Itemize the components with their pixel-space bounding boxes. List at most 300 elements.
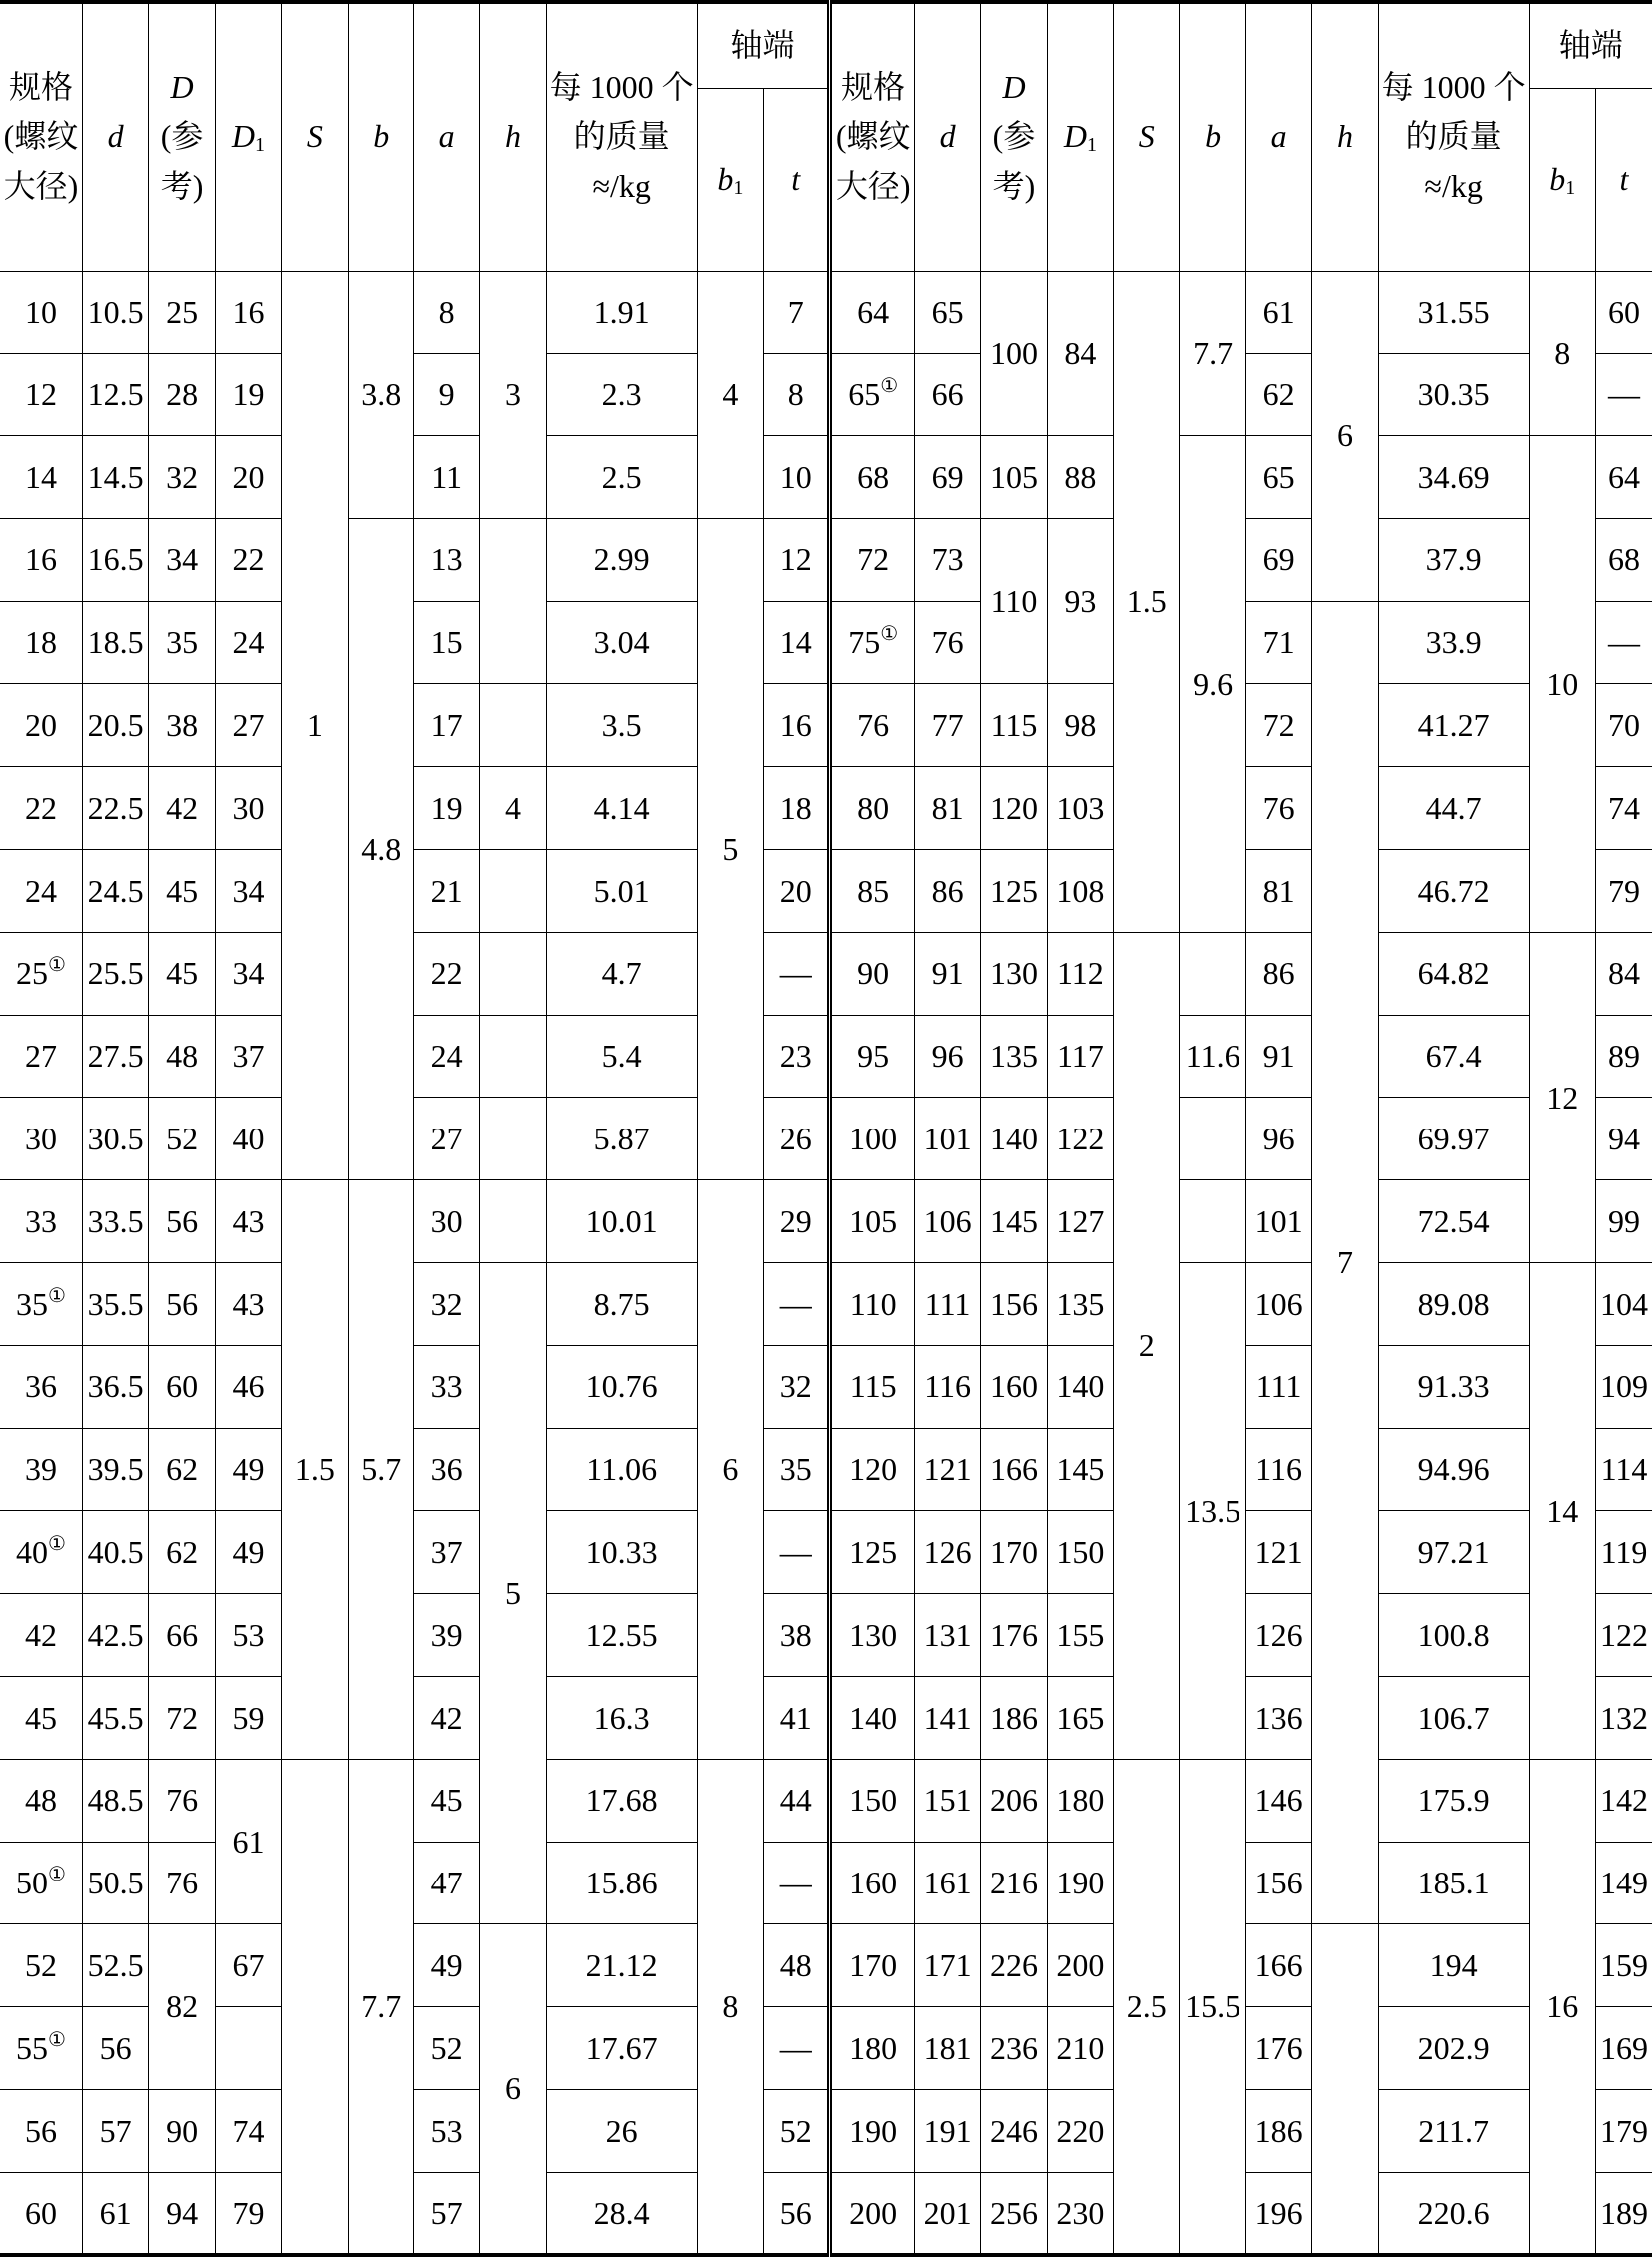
cell-D1: 59 (215, 1677, 281, 1760)
cell-t: — (764, 932, 830, 1015)
table-row (0, 850, 1652, 933)
table-row (0, 354, 1652, 436)
cell-d2: 101 (914, 1098, 980, 1180)
cell-mass: 11.06 (546, 1428, 697, 1511)
cell-a: 52 (413, 2007, 479, 2090)
cell-t2: 74 (1595, 767, 1652, 850)
cell-a2: 126 (1245, 1594, 1311, 1677)
cell-t2: 104 (1595, 1263, 1652, 1346)
table-row (0, 1180, 1652, 1263)
cell-b: 7.7 (348, 1759, 413, 2255)
cell-D1: 43 (215, 1180, 281, 1263)
cell-spec2: 125 (830, 1511, 915, 1594)
cell-t: 48 (764, 1924, 830, 2007)
cell-a: 37 (413, 1511, 479, 1594)
cell-a2: 196 (1245, 2172, 1311, 2255)
cell-D2: 176 (981, 1594, 1047, 1677)
cell-mass: 2.5 (546, 436, 697, 519)
cell-d: 48.5 (82, 1759, 148, 1842)
cell-mass2: 44.7 (1378, 767, 1529, 850)
cell-d2: 131 (914, 1594, 980, 1677)
table-row (0, 1759, 1652, 1842)
cell-mass2: 194 (1378, 1924, 1529, 2007)
cell-D12: 145 (1047, 1428, 1113, 1511)
cell-D12: 200 (1047, 1924, 1113, 2007)
cell-spec: 33 (0, 1180, 82, 1263)
cell-b12: 16 (1529, 1759, 1595, 2255)
cell-spec: 35① (0, 1263, 82, 1346)
cell-D2: 186 (981, 1677, 1047, 1760)
cell-spec2: 95 (830, 1015, 915, 1098)
cell-h (480, 1098, 546, 1180)
spec-header-2: 规格 (螺纹 大径) (830, 2, 915, 271)
cell-h: 5 (480, 1263, 546, 1924)
cell-a: 49 (413, 1924, 479, 2007)
cell-t: 7 (764, 271, 830, 354)
table-row (0, 1263, 1652, 1346)
cell-mass: 3.04 (546, 601, 697, 684)
cell-b2 (1180, 1098, 1245, 1180)
cell-mass: 3.5 (546, 684, 697, 767)
cell-D2: 100 (981, 271, 1047, 436)
cell-t2: 68 (1595, 518, 1652, 601)
cell-mass: 2.99 (546, 518, 697, 601)
cell-a2: 91 (1245, 1015, 1311, 1098)
cell-d: 39.5 (82, 1428, 148, 1511)
cell-b1: 8 (697, 1759, 763, 2255)
cell-a2: 166 (1245, 1924, 1311, 2007)
cell-spec2: 100 (830, 1098, 915, 1180)
cell-t2: 119 (1595, 1511, 1652, 1594)
cell-d: 40.5 (82, 1511, 148, 1594)
cell-D1: 16 (215, 271, 281, 354)
table-row (0, 1677, 1652, 1760)
cell-h2: 6 (1312, 271, 1378, 601)
cell-a2: 156 (1245, 1842, 1311, 1924)
cell-spec: 24 (0, 850, 82, 933)
cell-S2: 1.5 (1114, 271, 1180, 932)
cell-mass: 26 (546, 2090, 697, 2173)
cell-t2: 122 (1595, 1594, 1652, 1677)
footnote-marker: ① (48, 954, 66, 977)
table-row (0, 767, 1652, 850)
cell-D: 66 (149, 1594, 215, 1677)
cell-mass: 8.75 (546, 1263, 697, 1346)
cell-D1: 20 (215, 436, 281, 519)
cell-b2: 15.5 (1180, 1759, 1245, 2255)
cell-spec2: 140 (830, 1677, 915, 1760)
cell-D1: 46 (215, 1345, 281, 1428)
cell-spec: 50① (0, 1842, 82, 1924)
cell-a: 24 (413, 1015, 479, 1098)
cell-D1: 43 (215, 1263, 281, 1346)
cell-b12: 8 (1529, 271, 1595, 436)
cell-spec2: 120 (830, 1428, 915, 1511)
cell-mass: 12.55 (546, 1594, 697, 1677)
cell-spec2: 72 (830, 518, 915, 601)
cell-a: 19 (413, 767, 479, 850)
h-header: h (480, 2, 546, 271)
cell-spec2: 90 (830, 932, 915, 1015)
d-header: d (82, 2, 148, 271)
cell-spec2: 105 (830, 1180, 915, 1263)
cell-h: 4 (480, 767, 546, 850)
cell-D: 82 (149, 1924, 215, 2090)
cell-D: 45 (149, 850, 215, 933)
table-body (0, 271, 1652, 2255)
table-row (0, 436, 1652, 519)
cell-S: 1 (282, 271, 348, 1180)
cell-t: 10 (764, 436, 830, 519)
cell-D: 52 (149, 1098, 215, 1180)
table-row (0, 932, 1652, 1015)
cell-d2: 181 (914, 2007, 980, 2090)
table-row (0, 518, 1652, 601)
cell-d2: 86 (914, 850, 980, 933)
cell-D: 32 (149, 436, 215, 519)
cell-mass2: 69.97 (1378, 1098, 1529, 1180)
cell-mass: 28.4 (546, 2172, 697, 2255)
cell-spec2: 130 (830, 1594, 915, 1677)
cell-a: 30 (413, 1180, 479, 1263)
cell-d: 42.5 (82, 1594, 148, 1677)
h-header-2: h (1312, 2, 1378, 271)
cell-t2: 169 (1595, 2007, 1652, 2090)
cell-D2: 135 (981, 1015, 1047, 1098)
cell-d: 30.5 (82, 1098, 148, 1180)
cell-d2: 73 (914, 518, 980, 601)
footnote-marker: ① (880, 375, 899, 397)
cell-b2 (1180, 1180, 1245, 1263)
cell-spec: 56 (0, 2090, 82, 2173)
cell-a: 39 (413, 1594, 479, 1677)
cell-D: 38 (149, 684, 215, 767)
cell-spec: 20 (0, 684, 82, 767)
cell-mass2: 175.9 (1378, 1759, 1529, 1842)
cell-spec: 22 (0, 767, 82, 850)
cell-D1: 30 (215, 767, 281, 850)
cell-h (480, 1015, 546, 1098)
cell-mass2: 30.35 (1378, 354, 1529, 436)
D-ref-header: D (参 考) (149, 2, 215, 271)
cell-mass: 21.12 (546, 1924, 697, 2007)
cell-D2: 216 (981, 1842, 1047, 1924)
cell-D1: 49 (215, 1511, 281, 1594)
mass-header: 每 1000 个 的质量 ≈/kg (546, 2, 697, 271)
cell-spec: 18 (0, 601, 82, 684)
spec-header: 规格 (螺纹 大径) (0, 2, 82, 271)
cell-spec: 14 (0, 436, 82, 519)
cell-spec2: 150 (830, 1759, 915, 1842)
cell-a2: 61 (1245, 271, 1311, 354)
table-row (0, 684, 1652, 767)
cell-d2: 126 (914, 1511, 980, 1594)
cell-a: 47 (413, 1842, 479, 1924)
cell-D: 34 (149, 518, 215, 601)
cell-mass2: 106.7 (1378, 1677, 1529, 1760)
cell-spec2: 75① (830, 601, 915, 684)
cell-mass: 4.14 (546, 767, 697, 850)
cell-t: 12 (764, 518, 830, 601)
cell-d2: 81 (914, 767, 980, 850)
cell-d: 24.5 (82, 850, 148, 933)
cell-t2: 142 (1595, 1759, 1652, 1842)
cell-a2: 71 (1245, 601, 1311, 684)
b-header: b (348, 2, 413, 271)
cell-a2: 186 (1245, 2090, 1311, 2173)
cell-d2: 77 (914, 684, 980, 767)
cell-d2: 96 (914, 1015, 980, 1098)
cell-D2: 160 (981, 1345, 1047, 1428)
cell-D2: 166 (981, 1428, 1047, 1511)
cell-spec2: 190 (830, 2090, 915, 2173)
cell-D: 25 (149, 271, 215, 354)
cell-t: — (764, 1842, 830, 1924)
cell-D1: 79 (215, 2172, 281, 2255)
cell-d2: 191 (914, 2090, 980, 2173)
cell-t2: 179 (1595, 2090, 1652, 2173)
cell-t: 32 (764, 1345, 830, 1428)
cell-a2: 121 (1245, 1511, 1311, 1594)
cell-d2: 106 (914, 1180, 980, 1263)
cell-mass: 16.3 (546, 1677, 697, 1760)
cell-spec: 16 (0, 518, 82, 601)
cell-S: 1.5 (282, 1180, 348, 1760)
cell-a: 27 (413, 1098, 479, 1180)
cell-d: 12.5 (82, 354, 148, 436)
cell-a: 11 (413, 436, 479, 519)
cell-D1: 37 (215, 1015, 281, 1098)
cell-D12: 190 (1047, 1842, 1113, 1924)
footnote-marker: ① (48, 1864, 66, 1886)
cell-spec: 12 (0, 354, 82, 436)
cell-d: 57 (82, 2090, 148, 2173)
cell-mass2: 185.1 (1378, 1842, 1529, 1924)
cell-mass: 5.4 (546, 1015, 697, 1098)
shaft-end-header: 轴端 (697, 2, 830, 88)
cell-d2: 111 (914, 1263, 980, 1346)
cell-a: 42 (413, 1677, 479, 1760)
d-header-2: d (914, 2, 980, 271)
cell-D2: 120 (981, 767, 1047, 850)
cell-mass2: 64.82 (1378, 932, 1529, 1015)
table-row (0, 1511, 1652, 1594)
cell-spec2: 64 (830, 271, 915, 354)
cell-h (480, 518, 546, 684)
b1-header: $b_1$ (697, 88, 763, 271)
cell-D12: 220 (1047, 2090, 1113, 2173)
cell-D12: 112 (1047, 932, 1113, 1015)
cell-mass2: 34.69 (1378, 436, 1529, 519)
cell-spec: 60 (0, 2172, 82, 2255)
cell-b2: 9.6 (1180, 436, 1245, 933)
cell-D12: 210 (1047, 2007, 1113, 2090)
cell-a: 33 (413, 1345, 479, 1428)
cell-D: 35 (149, 601, 215, 684)
cell-spec: 52 (0, 1924, 82, 2007)
cell-t2: 94 (1595, 1098, 1652, 1180)
cell-D: 62 (149, 1428, 215, 1511)
cell-t2: 114 (1595, 1428, 1652, 1511)
cell-D12: 135 (1047, 1263, 1113, 1346)
cell-D: 60 (149, 1345, 215, 1428)
cell-b12: 10 (1529, 436, 1595, 933)
cell-D: 72 (149, 1677, 215, 1760)
cell-mass2: 37.9 (1378, 518, 1529, 601)
cell-D12: 88 (1047, 436, 1113, 519)
cell-h (480, 850, 546, 933)
cell-mass: 15.86 (546, 1842, 697, 1924)
cell-d2: 161 (914, 1842, 980, 1924)
cell-b: 4.8 (348, 518, 413, 1179)
cell-mass: 10.33 (546, 1511, 697, 1594)
cell-a: 36 (413, 1428, 479, 1511)
cell-D2: 156 (981, 1263, 1047, 1346)
S-header: S (282, 2, 348, 271)
t-header-2: t (1595, 88, 1652, 271)
cell-a: 17 (413, 684, 479, 767)
cell-d: 14.5 (82, 436, 148, 519)
a-header: a (413, 2, 479, 271)
cell-D: 90 (149, 2090, 215, 2173)
cell-d: 16.5 (82, 518, 148, 601)
cell-D: 42 (149, 767, 215, 850)
cell-D2: 145 (981, 1180, 1047, 1263)
footnote-marker: ① (48, 1284, 66, 1307)
cell-d: 61 (82, 2172, 148, 2255)
cell-d2: 201 (914, 2172, 980, 2255)
cell-d2: 116 (914, 1345, 980, 1428)
cell-D2: 246 (981, 2090, 1047, 2173)
cell-D12: 140 (1047, 1345, 1113, 1428)
cell-spec2: 76 (830, 684, 915, 767)
cell-spec2: 65① (830, 354, 915, 436)
cell-spec: 45 (0, 1677, 82, 1760)
cell-D12: 98 (1047, 684, 1113, 767)
header-row (0, 2, 1652, 88)
cell-mass2: 46.72 (1378, 850, 1529, 933)
cell-mass2: 67.4 (1378, 1015, 1529, 1098)
cell-d: 33.5 (82, 1180, 148, 1263)
cell-D: 56 (149, 1180, 215, 1263)
cell-t: 16 (764, 684, 830, 767)
cell-a2: 62 (1245, 354, 1311, 436)
table-row (0, 1428, 1652, 1511)
cell-D2: 256 (981, 2172, 1047, 2255)
cell-a2: 65 (1245, 436, 1311, 519)
cell-spec2: 68 (830, 436, 915, 519)
cell-d2: 76 (914, 601, 980, 684)
cell-t: 23 (764, 1015, 830, 1098)
cell-D12: 127 (1047, 1180, 1113, 1263)
cell-b2: 11.6 (1180, 1015, 1245, 1098)
cell-mass: 5.87 (546, 1098, 697, 1180)
cell-a2: 86 (1245, 932, 1311, 1015)
t-header: t (764, 88, 830, 271)
footnote-marker: ① (48, 2028, 66, 2051)
cell-D1: 19 (215, 354, 281, 436)
cell-mass2: 91.33 (1378, 1345, 1529, 1428)
cell-d: 27.5 (82, 1015, 148, 1098)
S-header-2: S (1114, 2, 1180, 271)
cell-spec2: 110 (830, 1263, 915, 1346)
cell-D2: 226 (981, 1924, 1047, 2007)
cell-D1: 53 (215, 1594, 281, 1677)
cell-spec: 25① (0, 932, 82, 1015)
cell-D1: 49 (215, 1428, 281, 1511)
table-row (0, 1098, 1652, 1180)
cell-t: 56 (764, 2172, 830, 2255)
cell-b2: 13.5 (1180, 1263, 1245, 1760)
cell-spec2: 85 (830, 850, 915, 933)
table-row (0, 1015, 1652, 1098)
cell-d2: 91 (914, 932, 980, 1015)
cell-d: 56 (82, 2007, 148, 2090)
cell-d2: 141 (914, 1677, 980, 1760)
cell-b1: 5 (697, 518, 763, 1179)
cell-S (282, 1759, 348, 2255)
D1-header-2: $D_1$ (1047, 2, 1113, 271)
cell-t2: 159 (1595, 1924, 1652, 2007)
cell-a2: 76 (1245, 767, 1311, 850)
cell-h2: 7 (1312, 601, 1378, 1924)
cell-spec2: 170 (830, 1924, 915, 2007)
cell-a2: 116 (1245, 1428, 1311, 1511)
table-row (0, 1594, 1652, 1677)
cell-a2: 146 (1245, 1759, 1311, 1842)
cell-mass2: 97.21 (1378, 1511, 1529, 1594)
cell-D2: 105 (981, 436, 1047, 519)
cell-a2: 81 (1245, 850, 1311, 933)
shaft-end-header-2: 轴端 (1529, 2, 1652, 88)
cell-t2: 70 (1595, 684, 1652, 767)
cell-D: 94 (149, 2172, 215, 2255)
cell-t: 26 (764, 1098, 830, 1180)
cell-D12: 103 (1047, 767, 1113, 850)
cell-a2: 101 (1245, 1180, 1311, 1263)
cell-b12: 14 (1529, 1263, 1595, 1760)
cell-a2: 72 (1245, 684, 1311, 767)
cell-t: 8 (764, 354, 830, 436)
cell-a: 57 (413, 2172, 479, 2255)
cell-spec: 48 (0, 1759, 82, 1842)
cell-spec2: 160 (830, 1842, 915, 1924)
cell-S2: 2 (1114, 932, 1180, 1759)
cell-D12: 155 (1047, 1594, 1113, 1677)
cell-D12: 230 (1047, 2172, 1113, 2255)
cell-D2: 140 (981, 1098, 1047, 1180)
footnote-marker: ① (48, 1532, 66, 1555)
cell-D1: 22 (215, 518, 281, 601)
cell-mass2: 211.7 (1378, 2090, 1529, 2173)
cell-D12: 180 (1047, 1759, 1113, 1842)
cell-a2: 111 (1245, 1345, 1311, 1428)
cell-D1: 34 (215, 850, 281, 933)
cell-mass: 17.67 (546, 2007, 697, 2090)
cell-t: 14 (764, 601, 830, 684)
cell-t: 38 (764, 1594, 830, 1677)
table-row (0, 2090, 1652, 2173)
cell-spec: 42 (0, 1594, 82, 1677)
cell-a: 9 (413, 354, 479, 436)
cell-a: 13 (413, 518, 479, 601)
footnote-marker: ① (880, 623, 899, 646)
cell-D2: 206 (981, 1759, 1047, 1842)
cell-a2: 106 (1245, 1263, 1311, 1346)
cell-mass2: 100.8 (1378, 1594, 1529, 1677)
cell-h2 (1312, 1924, 1378, 2255)
b1-header-2: $b_1$ (1529, 88, 1595, 271)
